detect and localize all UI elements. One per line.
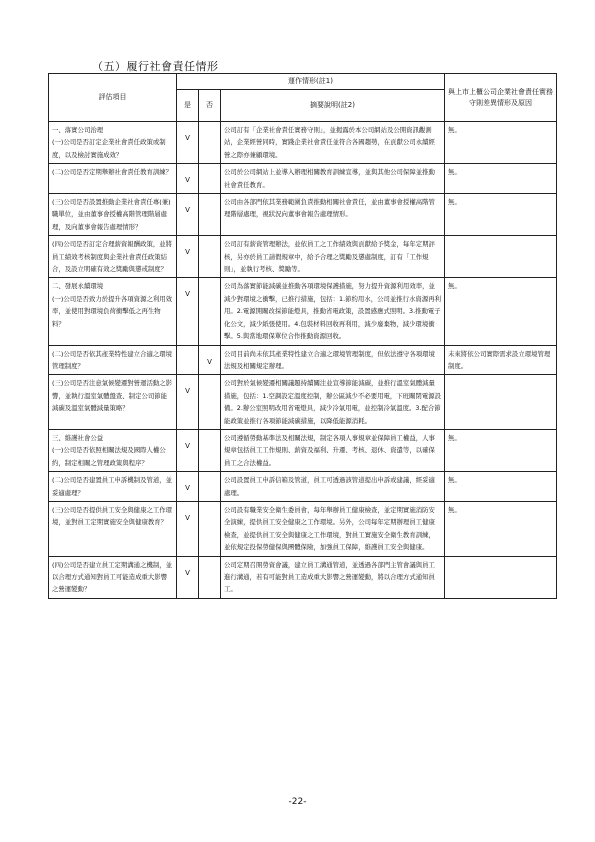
row-item-line: 二、發展永續環境 [52, 282, 104, 291]
row-item [49, 278, 177, 345]
table-row [49, 501, 557, 556]
row-summary: 公司設有職業安全衛生委員會，每年舉辦員工健康檢查，並定期實施消防安全演練，提供員工安全健康之工作環境。另外，公司每年定期辦理員工健康檢查，並提供員工安全與健康之工作環境，對員工實施安全衛生教育訓練，並依規定投保勞健保與團體保險，加強員工保障，維護員工安全與健康。 [221, 501, 445, 556]
row-summary: 公司對於氣候變遷相關議題持續關注並宣導節能減碳，並推行溫室氣體減量措施，包括：1.空調設定溫度控制，辦公區減少不必要用電，下班關閉電源設備。2.辦公室照明改用省電燈具，減少冷氣用電，並控制冷氣溫度。3.配合節能政策並推行各項節能減碳措施，以降低能源消耗。 [221, 375, 445, 430]
row-summary: 公司定期召開勞資會議，建立員工溝通管道，並透過各部門主管會議與員工進行溝通，若有可能對員工造成重大影響之營運變動，將以合理方式通知員工。 [221, 556, 445, 598]
row-item-line: (一)公司是否訂定企業社會責任政策或制度，以及檢討實施成效？ [52, 138, 166, 159]
csr-evaluation-table [48, 73, 557, 599]
header-status-group: 運作情形(註1) [177, 74, 445, 90]
table-row [49, 236, 557, 278]
table-row [49, 429, 557, 471]
header-item: 評估項目 [49, 74, 177, 122]
row-no-mark [199, 472, 221, 502]
row-yes-mark: V [177, 472, 199, 502]
row-no-mark [199, 278, 221, 345]
row-diff [445, 375, 557, 430]
row-diff: 無。 [445, 429, 557, 471]
row-yes-mark: V [177, 429, 199, 471]
row-no-mark [199, 375, 221, 430]
row-no-mark [199, 122, 221, 164]
row-no-mark: V [199, 345, 221, 375]
table-row [49, 278, 557, 345]
table-row [49, 375, 557, 430]
row-summary: 公司訂有薪資管理辦法，並依員工之工作績效與貢獻給予獎金，每年定期評核，另亦於員工請假規章中，給予合理之獎勵及懲處制度，訂有「工作規則」，並執行考核、獎勵等。 [221, 236, 445, 278]
row-item-line: (三)公司是否設置推動企業社會責任專(兼)職單位，並由董事會授權高階管理階層處理，及向董事會報告處理情形？ [52, 198, 171, 231]
row-summary: 公司為落實節能減碳並推動各項環境保護措施，努力提升資源利用效率，並減少對環境之衝擊，已推行措施，包括：1.節約用水，公司並推行水資源再利用。2.電源開關改採節能燈具，推動省電政策，設置感應式照明。3.推動電子化公文，減少紙張使用。4.包裝材料回收再利用，減少廢棄物，減少環境衝擊。5.與當地環保單位合作推動資源回收。 [221, 278, 445, 345]
row-item-line: 一、落實公司治理 [52, 126, 104, 134]
row-diff: 無。 [445, 164, 557, 194]
row-item-line: (二)公司是否定期舉辦社會責任教育訓練？ [52, 168, 173, 177]
row-item-line: (四)公司是否訂定合理薪資報酬政策，並將員工績效考核制度與企業社會責任政策結合，及設立明確有效之獎勵與懲戒制度？ [52, 240, 173, 274]
row-yes-mark: V [177, 375, 199, 430]
row-no-mark [199, 501, 221, 556]
row-diff [445, 556, 557, 598]
table-row [49, 194, 557, 236]
section-title: （五）履行社會責任情形 [92, 60, 219, 73]
row-diff: 無。 [445, 122, 557, 164]
row-item [49, 556, 177, 598]
header-diff: 與上市上櫃公司企業社會責任實務守則差異情形及原因 [445, 74, 557, 122]
row-summary: 公司於公司網站上並導入辦理相關教育訓練宣導，並與其他公司保障並推動社會責任教育。 [221, 164, 445, 194]
table-body [49, 122, 557, 599]
header-no: 否 [199, 90, 221, 122]
row-item-line: (一)公司是否致力於提升各項資源之利用效率，並使用對環境負荷衝擊低之再生物料？ [52, 294, 173, 328]
table-row [49, 472, 557, 502]
row-summary: 公司訂有「企業社會責任實務守則」，並揭露於本公司網站及公開資訊觀測站，企業經營同時，實踐企業社會責任並符合各國趨勢，在貢獻公司永續經營之際亦兼顧環境。 [221, 122, 445, 164]
row-item [49, 236, 177, 278]
row-no-mark [199, 236, 221, 278]
row-no-mark [199, 164, 221, 194]
row-item [49, 501, 177, 556]
row-yes-mark: V [177, 122, 199, 164]
row-item [49, 429, 177, 471]
row-item-line: 三、維護社會公益 [52, 433, 104, 442]
row-item-line: (一)公司是否依照相關法規及國際人權公約，制定相關之管理政策與程序？ [52, 446, 166, 467]
table-row [49, 556, 557, 598]
page-number: -22- [288, 797, 307, 807]
row-item-line: (四)公司是否建立員工定期溝通之機制，並以合理方式通知對員工可能造成重大影響之營運變動？ [52, 560, 173, 594]
row-diff: 未來將依公司實際需求設立環境管理制度。 [445, 345, 557, 375]
row-item [49, 472, 177, 502]
row-diff: 無。 [445, 194, 557, 236]
table-row [49, 345, 557, 375]
header-yes: 是 [177, 90, 199, 122]
row-summary: 公司遵循勞動基準法及相關法規，制定各項人事規章並保障員工權益，人事規章包括員工工作規則、薪資及福利、升遷、考核、退休、資遣等，以確保員工之合法權益。 [221, 429, 445, 471]
row-item-line: (三)公司是否注意氣候變遷對營運活動之影響，並執行溫室氣體盤查、制定公司節能減碳及溫室氣體減量策略？ [52, 379, 173, 413]
row-yes-mark: V [177, 236, 199, 278]
table-row [49, 164, 557, 194]
row-item [49, 122, 177, 164]
row-item [49, 164, 177, 194]
row-yes-mark: V [177, 194, 199, 236]
row-item [49, 375, 177, 430]
header-summary: 摘要說明(註2) [221, 90, 445, 122]
row-yes-mark: V [177, 556, 199, 598]
table-row [49, 122, 557, 164]
row-no-mark [199, 194, 221, 236]
row-item [49, 345, 177, 375]
row-yes-mark: V [177, 164, 199, 194]
row-item-line: (二)公司是否依其產業特性建立合適之環境管理制度？ [52, 349, 173, 370]
row-item [49, 194, 177, 236]
row-diff: 無。 [445, 501, 557, 556]
row-yes-mark [177, 345, 199, 375]
row-summary: 公司設置員工申訴信箱及管道，員工可透過該管道提出申訴或建議，經妥適處理。 [221, 472, 445, 502]
row-yes-mark: V [177, 278, 199, 345]
row-no-mark [199, 556, 221, 598]
row-yes-mark: V [177, 501, 199, 556]
row-item-line: (三)公司是否提供員工安全與健康之工作環境，並對員工定期實施安全與健康教育？ [52, 505, 173, 527]
row-item-line: (二)公司是否建置員工申訴機制及管道，並妥適處理？ [52, 476, 173, 497]
row-diff: 無。 [445, 472, 557, 502]
row-summary: 公司由各部門依其業務範圍負責推動相關社會責任，並由董事會授權高階管理階層處理，視狀況向董事會報告處理情形。 [221, 194, 445, 236]
row-summary: 公司目前尚未依其產業特性建立合適之環境管理制度，但依法遵守各項環境法規及相關規定辦理。 [221, 345, 445, 375]
row-no-mark [199, 429, 221, 471]
row-diff: 無。 [445, 278, 557, 345]
row-diff [445, 236, 557, 278]
